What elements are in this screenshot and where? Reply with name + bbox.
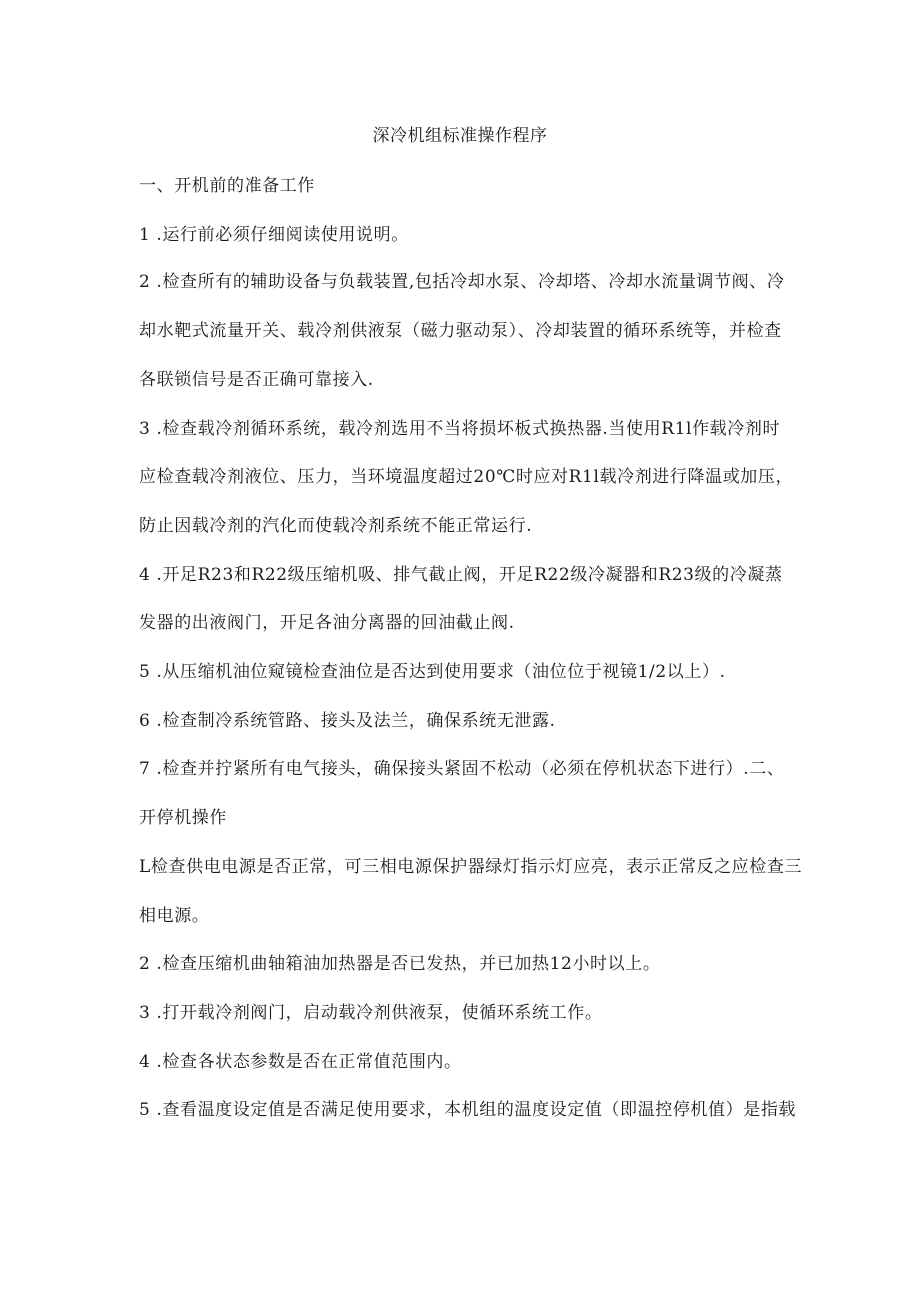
text-line: 各联锁信号是否正确可靠接入. <box>139 370 374 390</box>
section-heading-operation: 开停机操作 <box>139 808 227 828</box>
text-line: 3 .检查载冷剂循环系统，载冷剂选用不当将损坏板式换热器.当使用R1l作载冷剂时 <box>139 419 781 439</box>
text-line: 防止因载冷剂的汽化而使载冷剂系统不能正常运行. <box>139 516 533 536</box>
page-title: 深冷机组标准操作程序 <box>372 126 548 146</box>
text-line: 相电源。 <box>139 906 210 926</box>
section-heading-prep: 一、开机前的准备工作 <box>139 176 315 196</box>
text-line: 应检查载冷剂液位、压力，当环境温度超过20℃时应对R1l载冷剂进行降温或加压， <box>139 467 794 487</box>
text-line: 却水靶式流量开关、载冷剂供液泵（磁力驱动泵）、冷却装置的循环系统等，并检查 <box>139 321 782 341</box>
text-line: 1 .运行前必须仔细阅读使用说明。 <box>139 225 409 245</box>
text-line: 3 .打开载冷剂阀门，启动载冷剂供液泵，使循环系统工作。 <box>139 1003 603 1023</box>
text-line: 发器的出液阀门，开足各油分离器的回油截止阀. <box>139 613 515 633</box>
text-line: 4 .开足R23和R22级压缩机吸、排气截止阀，开足R22级冷凝器和R23级的冷凝蒸 <box>139 565 783 585</box>
text-line: 5 .从压缩机油位窥镜检查油位是否达到使用要求（油位位于视镜1/2以上）. <box>139 662 726 682</box>
text-line: 2 .检查所有的辅助设备与负载装置,包括冷却水泵、冷却塔、冷却水流量调节阀、冷 <box>139 272 785 292</box>
text-line: 7 .检查并拧紧所有电气接头，确保接头紧固不松动（必须在停机状态下进行）.二、 <box>139 759 785 779</box>
text-line: 4 .检查各状态参数是否在正常值范围内。 <box>139 1052 462 1072</box>
text-line: 6 .检查制冷系统管路、接头及法兰，确保系统无泄露. <box>139 711 556 731</box>
text-line: 5 .查看温度设定值是否满足使用要求，本机组的温度设定值（即温控停机值）是指载 <box>139 1100 797 1120</box>
text-line: 2 .检查压缩机曲轴箱油加热器是否已发热，并已加热12小时以上。 <box>139 954 661 974</box>
text-line: L检查供电电源是否正常，可三相电源保护器绿灯指示灯应亮，表示正常反之应检查三 <box>139 857 803 877</box>
